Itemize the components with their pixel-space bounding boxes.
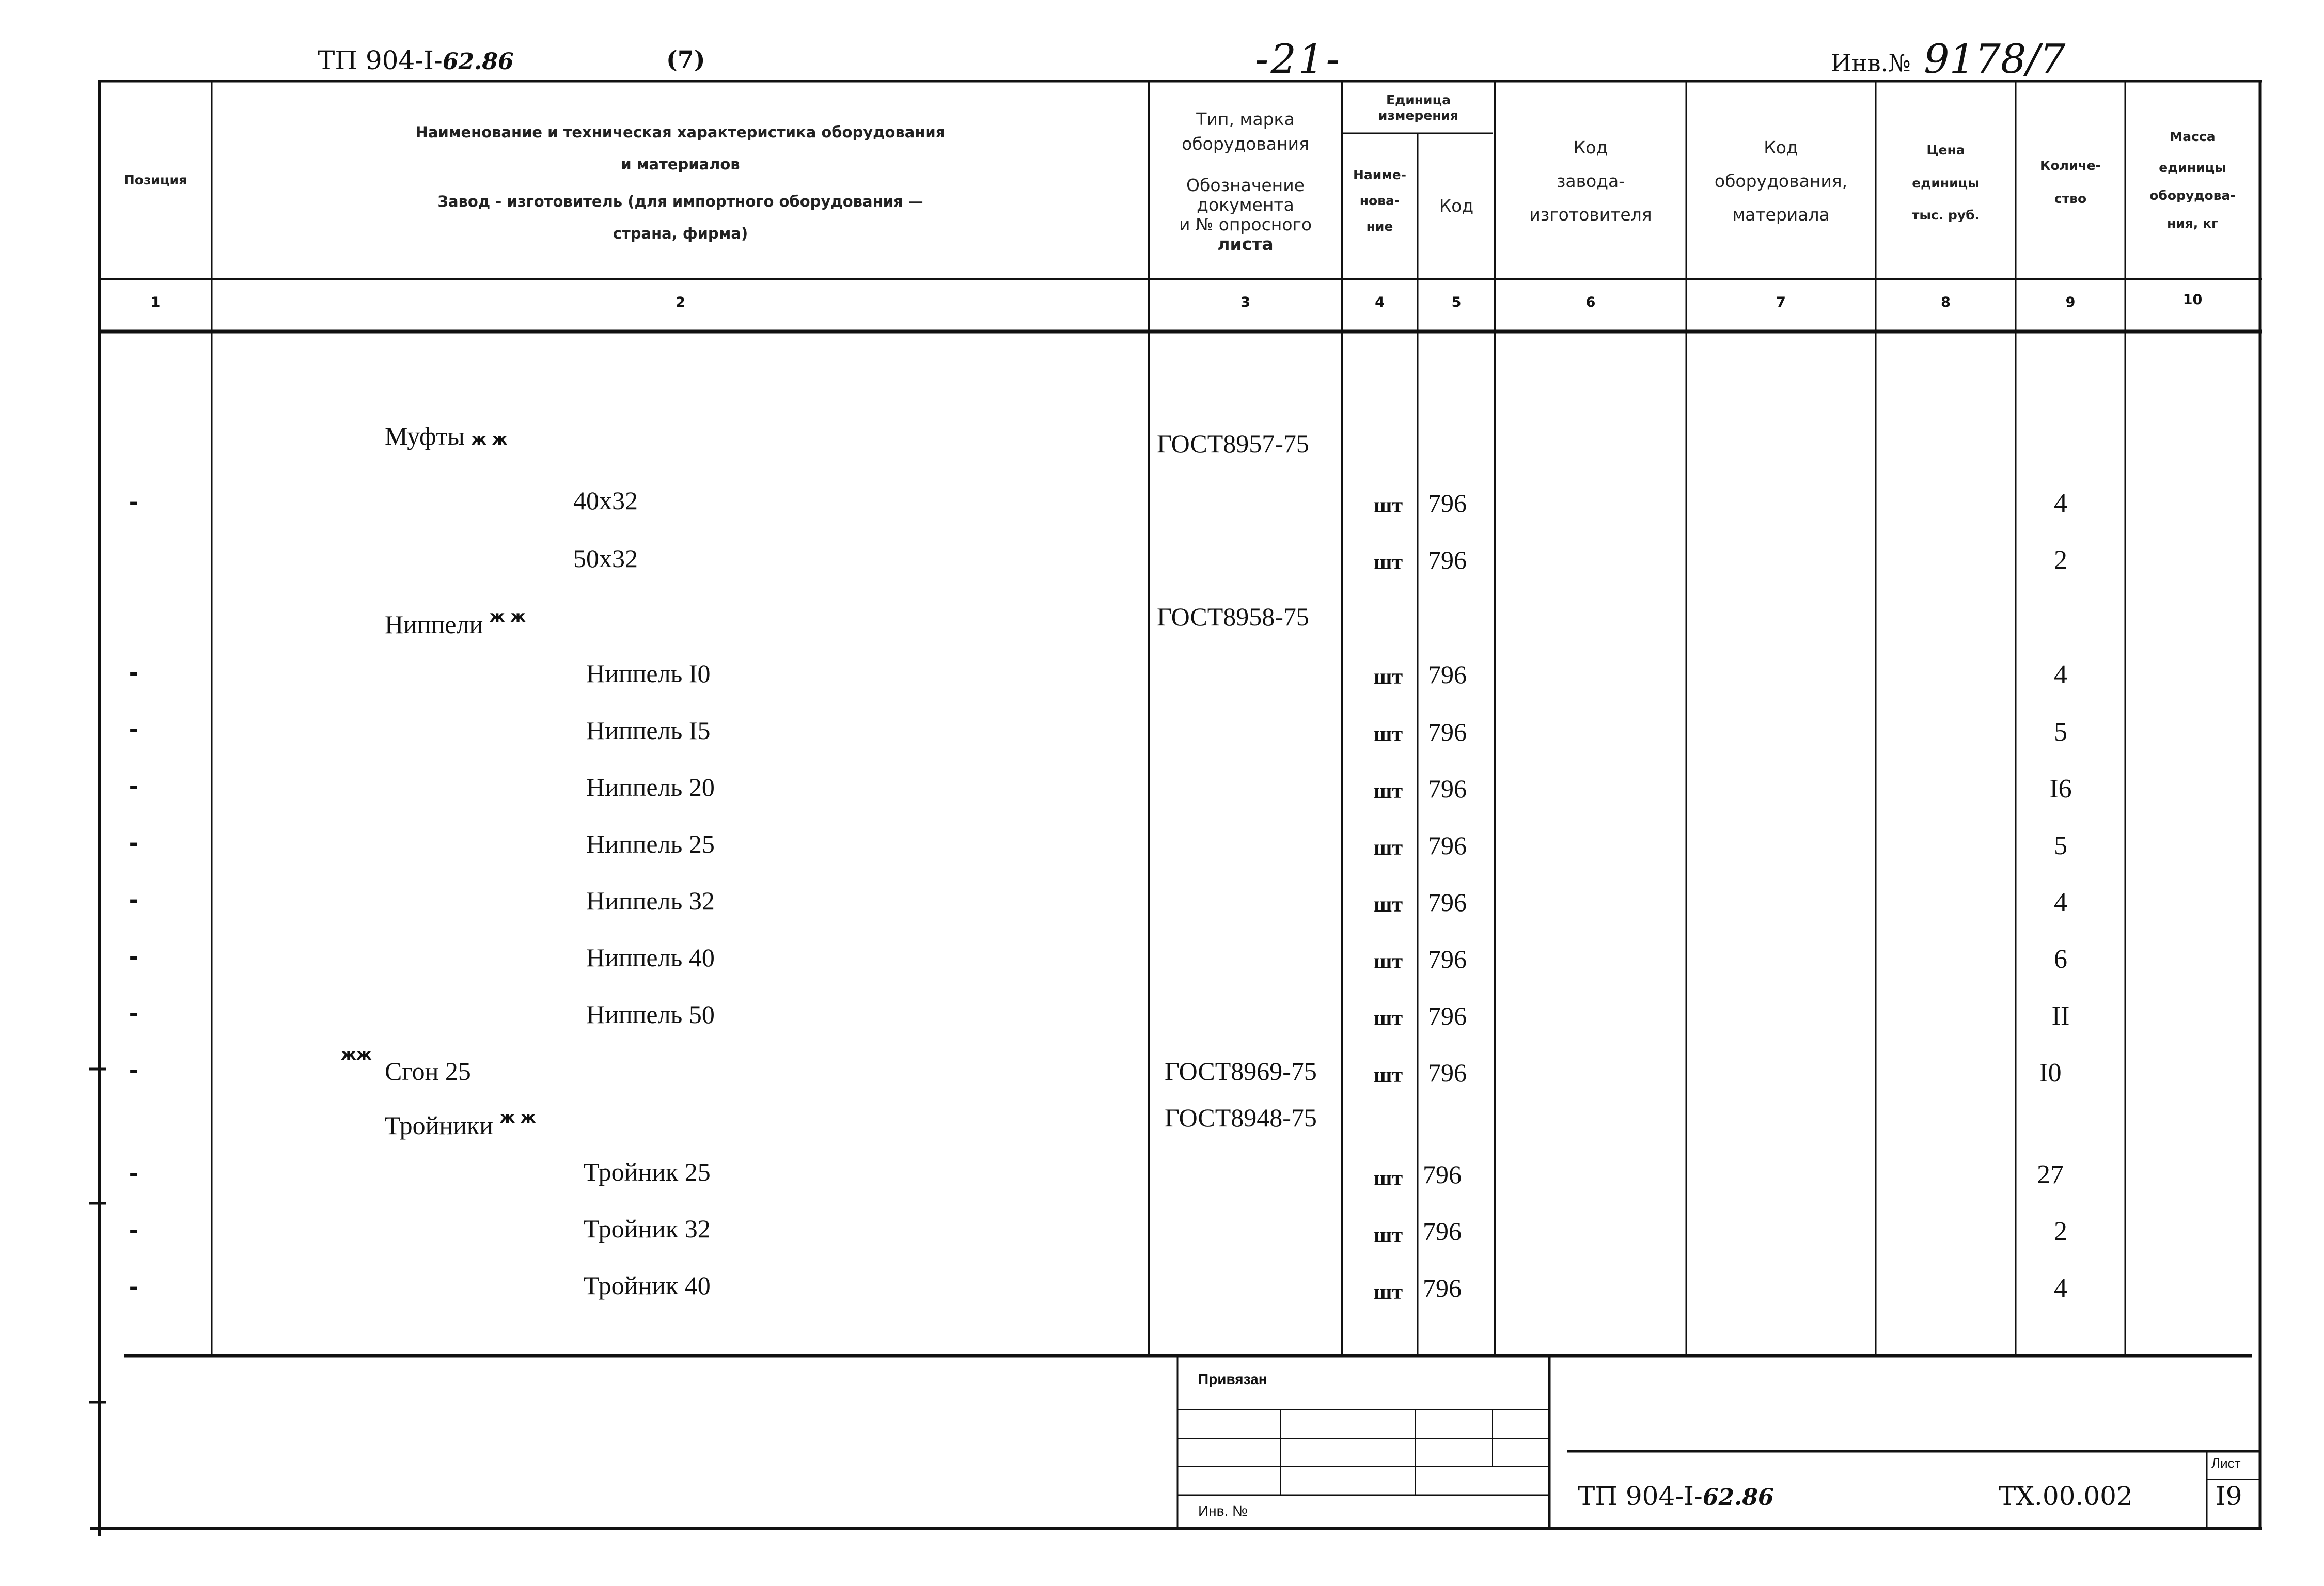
table-row-unit: шт [1374, 1280, 1403, 1304]
header-unit-name-line3: ние [1366, 219, 1393, 234]
header-unit-name-line2: нова- [1359, 193, 1400, 208]
row-dash: - [129, 884, 138, 915]
table-row-code: 796 [1428, 489, 1467, 517]
table-row-code: 796 [1428, 945, 1467, 973]
header-type-line6: листа [1217, 234, 1274, 254]
column-number: 2 [676, 294, 685, 310]
table-row-unit: шт [1374, 1223, 1403, 1247]
header-mass-line3: оборудова- [2149, 188, 2236, 203]
table-row-code: 796 [1423, 1274, 1462, 1302]
table-row-group-name: Ниппели $^{ж ж}$ [385, 608, 526, 639]
header-unit-line1: Единица [1386, 92, 1451, 107]
header-plant-code-line2: завода- [1556, 171, 1625, 191]
header-price-line3: тыс. руб. [1911, 208, 1980, 223]
table-row-name: Тройник 25 [584, 1157, 711, 1186]
row-dash: - [129, 997, 138, 1028]
table-row-code: 796 [1423, 1160, 1462, 1189]
header-type-line4: документа [1197, 195, 1294, 215]
header-unit-code: Код [1439, 196, 1474, 216]
titleblock-sheet-number: I9 [2216, 1481, 2242, 1511]
table-row-code: 796 [1428, 660, 1467, 689]
table-row-document: ГОСТ8948-75 [1165, 1103, 1317, 1132]
header-name-line1: Наименование и техническая характеристика оборудования [415, 123, 946, 141]
row-prefix-mark: жж [341, 1046, 372, 1064]
column-number: 3 [1240, 294, 1250, 310]
top-designation-handwritten: 62.86 [442, 49, 514, 75]
table-row-group-name: Тройники $^{ж ж}$ [385, 1109, 536, 1140]
album-number: (7) [666, 45, 705, 73]
table-row-unit: шт [1374, 779, 1403, 803]
header-equip-code-line3: материала [1732, 205, 1830, 225]
table-row-document: ГОСТ8969-75 [1165, 1057, 1317, 1086]
table-row-code: 796 [1428, 1001, 1467, 1030]
row-dash: - [129, 486, 138, 517]
bound-stamp-label: Привязан [1198, 1371, 1267, 1387]
table-row-quantity: 27 [2037, 1160, 2064, 1189]
table-row-quantity: 5 [2054, 831, 2067, 860]
table-row-unit: шт [1374, 665, 1403, 689]
row-dash: - [129, 1054, 138, 1085]
column-number: 7 [1776, 294, 1786, 310]
table-row-name: Ниппель 25 [586, 829, 715, 858]
row-dash: - [129, 713, 138, 744]
row-dash: - [129, 770, 138, 801]
top-designation-typed: ТП 904-I- [318, 45, 443, 75]
table-row-quantity: 5 [2054, 717, 2067, 747]
header-plant-code-line1: Код [1573, 137, 1608, 158]
table-row-quantity: 6 [2054, 945, 2067, 974]
table-row-document: ГОСТ8958-75 [1157, 602, 1309, 631]
table-row-name: Сгон 25 [385, 1057, 471, 1086]
header-equip-code-line1: Код [1764, 137, 1798, 158]
row-dash: - [129, 940, 138, 971]
inventory-number: 9178/7 [1924, 36, 2066, 83]
column-number: 9 [2065, 294, 2076, 310]
table-row-quantity: 2 [2054, 545, 2067, 575]
table-row-quantity: 4 [2054, 660, 2067, 689]
header-unit-name-line1: Наиме- [1353, 167, 1407, 182]
table-row-unit: шт [1374, 836, 1403, 860]
table-row-name: 40х32 [573, 486, 638, 515]
bound-inventory-label: Инв. № [1198, 1503, 1248, 1519]
header-type-line5: и № опросного [1179, 214, 1312, 234]
header-position: Позиция [123, 172, 187, 187]
row-dash: - [129, 1271, 138, 1302]
table-row-name: Ниппель I5 [586, 716, 711, 745]
header-mass-line2: единицы [2159, 160, 2226, 175]
table-row-unit: шт [1374, 950, 1403, 973]
inventory-label: Инв.№ [1831, 49, 1911, 77]
table-row-code: 796 [1428, 774, 1467, 803]
header-equip-code-line2: оборудования, [1714, 171, 1848, 191]
row-dash: - [129, 1157, 138, 1188]
header-type-line1: Тип, марка [1196, 109, 1295, 129]
header-type-line3: Обозначение [1186, 175, 1305, 195]
titleblock-sheet-label: Лист [2211, 1455, 2241, 1471]
header-qty-line1: Количе- [2040, 158, 2101, 173]
table-row-unit: шт [1374, 551, 1403, 574]
header-mass-line1: Масса [2170, 129, 2216, 144]
table-row-name: Тройник 32 [584, 1214, 711, 1243]
table-row-name: Ниппель 20 [586, 773, 715, 802]
table-row-name: Ниппель 32 [586, 886, 715, 915]
titleblock-document-code: ТХ.00.002 [1999, 1481, 2133, 1511]
header-price-line1: Цена [1926, 143, 1965, 158]
table-row-document: ГОСТ8957-75 [1157, 429, 1309, 458]
table-row-code: 796 [1423, 1217, 1462, 1246]
table-row-name: Ниппель I0 [586, 659, 711, 688]
header-type-line2: оборудования [1182, 134, 1309, 154]
table-row-code: 796 [1428, 831, 1467, 860]
header-name-line3: Завод - изготовитель (для импортного оборудования — [437, 193, 923, 210]
table-row-quantity: 2 [2054, 1217, 2067, 1246]
table-row-code: 796 [1428, 717, 1467, 746]
table-row-unit: шт [1374, 1007, 1403, 1030]
table-row-unit: шт [1374, 723, 1403, 746]
column-number: 6 [1585, 294, 1596, 310]
table-row-quantity: 4 [2054, 1274, 2067, 1303]
table-row-name: Тройник 40 [584, 1271, 711, 1300]
table-row-code: 796 [1428, 888, 1467, 917]
header-mass-line4: ния, кг [2166, 216, 2219, 231]
column-number: 5 [1451, 294, 1462, 310]
row-dash: - [129, 1214, 138, 1245]
header-unit-line2: измерения [1378, 108, 1459, 123]
header-plant-code-line3: изготовителя [1529, 205, 1652, 225]
table-row-quantity: I0 [2039, 1058, 2062, 1088]
column-number: 10 [2182, 292, 2203, 308]
table-row-name: Ниппель 40 [586, 943, 715, 972]
header-name-line4: страна, фирма) [613, 225, 748, 242]
header-name-line2: и материалов [621, 155, 740, 173]
table-row-name: 50х32 [573, 544, 638, 573]
header-price-line2: единицы [1912, 176, 1980, 191]
table-row-quantity: 4 [2054, 489, 2067, 518]
header-qty-line2: ство [2054, 191, 2087, 206]
table-row-code: 796 [1428, 1058, 1467, 1087]
table-row-group-name: Муфты ж ж [385, 421, 508, 450]
table-row-quantity: 4 [2054, 888, 2067, 917]
page-number: -21- [1255, 36, 1342, 83]
row-dash: - [129, 827, 138, 858]
column-number: 1 [150, 294, 161, 310]
table-row-unit: шт [1374, 893, 1403, 917]
table-row-quantity: I6 [2049, 774, 2072, 804]
column-number: 8 [1941, 294, 1951, 310]
table-row-code: 796 [1428, 545, 1467, 574]
table-row-unit: шт [1374, 494, 1403, 517]
table-row-unit: шт [1374, 1167, 1403, 1190]
table-row-unit: шт [1374, 1063, 1403, 1087]
column-number: 4 [1375, 294, 1385, 310]
row-dash: - [129, 656, 138, 687]
titleblock-designation: ТП 904-I-62.86 [1578, 1481, 1774, 1511]
table-row-name: Ниппель 50 [586, 1000, 715, 1029]
table-row-quantity: II [2051, 1001, 2070, 1031]
